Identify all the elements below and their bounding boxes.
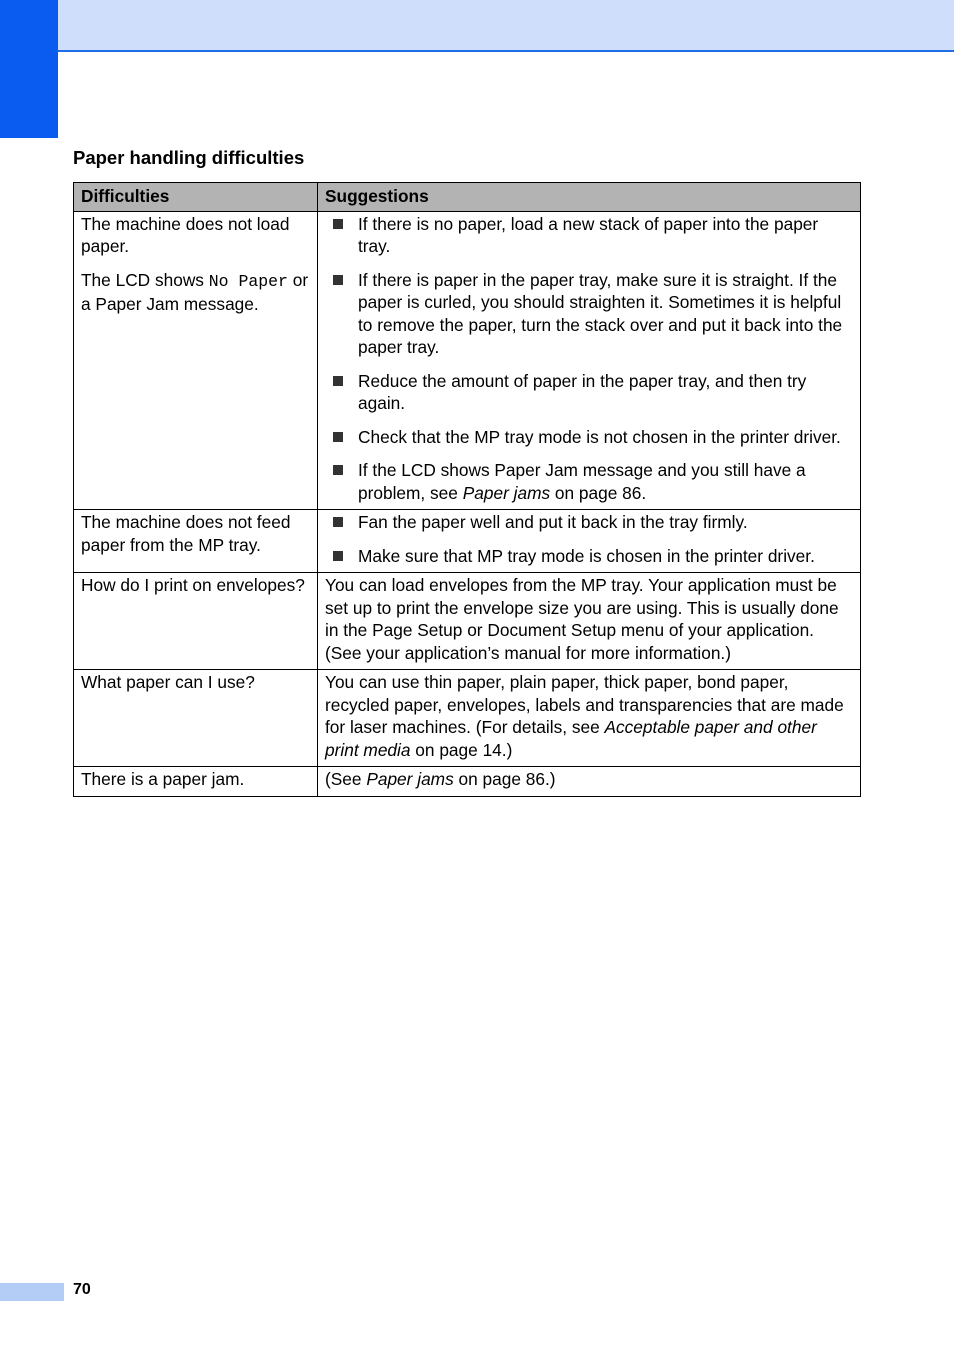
suggestion-text: Make sure that MP tray mode is chosen in the printer driver. bbox=[358, 545, 815, 566]
difficulty-cell: The machine does not feed paper from the MP tray. bbox=[74, 510, 318, 573]
table-row bbox=[74, 767, 861, 797]
section-heading: Paper handling difficulties bbox=[73, 147, 305, 168]
suggestion-item bbox=[332, 370, 854, 415]
suggestion-text: If there is paper in the paper tray, make sure it is straight. If the paper is curled, you should straighten it. Sometimes it is helpful to remove the paper, turn the stack over and put it back into the paper tray. bbox=[358, 269, 843, 357]
suggestion-item bbox=[332, 269, 854, 359]
chapter-tab bbox=[0, 0, 58, 138]
troubleshooting-table bbox=[73, 182, 861, 797]
suggestion-list bbox=[325, 511, 854, 567]
suggestion-text: You can use thin paper, plain paper, thick paper, bond paper, recycled paper, envelopes, labels and transparencies that are made for laser machines. (For details, see bbox=[325, 672, 844, 737]
difficulty-text-lcd bbox=[81, 269, 311, 316]
table-header-row bbox=[74, 183, 861, 212]
square-bullet-icon bbox=[333, 219, 343, 229]
cross-reference-link[interactable]: Acceptable paper and other print media bbox=[325, 717, 817, 760]
suggestion-item bbox=[332, 426, 854, 449]
suggestion-cell bbox=[318, 670, 861, 767]
cross-reference-link[interactable]: Paper jams bbox=[366, 769, 454, 789]
page-number-tab bbox=[0, 1283, 64, 1301]
table-row bbox=[74, 211, 861, 510]
square-bullet-icon bbox=[333, 432, 343, 442]
suggestion-item bbox=[332, 545, 854, 568]
suggestion-cell: You can load envelopes from the MP tray. Your application must be set up to print the envelope size you are using. This is usually done in the Page Setup or Document Setup menu of your application. (See your application’s manual for more information.) bbox=[318, 573, 861, 670]
suggestion-text: (See bbox=[325, 769, 367, 789]
suggestion-text: If the LCD shows Paper Jam message and you still have a problem, see bbox=[358, 460, 806, 503]
table-row bbox=[74, 670, 861, 767]
difficulty-text: The machine does not load paper. bbox=[81, 213, 290, 256]
difficulty-cell bbox=[74, 211, 318, 510]
difficulty-cell: There is a paper jam. bbox=[74, 767, 318, 797]
square-bullet-icon bbox=[333, 275, 343, 285]
suggestion-item bbox=[332, 511, 854, 534]
suggestion-text: Check that the MP tray mode is not chosen in the printer driver. bbox=[358, 426, 841, 447]
cross-reference-link[interactable]: Paper jams bbox=[462, 482, 551, 503]
square-bullet-icon bbox=[333, 551, 343, 561]
header-suggestions: Suggestions bbox=[318, 183, 861, 212]
lcd-suffix: or a Paper Jam message. bbox=[81, 269, 309, 314]
suggestion-text: on page 14.) bbox=[410, 739, 513, 760]
square-bullet-icon bbox=[333, 517, 343, 527]
suggestion-cell bbox=[318, 767, 861, 797]
suggestion-list bbox=[325, 213, 854, 505]
suggestion-text: on page 86.) bbox=[453, 769, 556, 789]
lcd-message: No Paper bbox=[208, 271, 288, 291]
table-row bbox=[74, 573, 861, 670]
difficulty-cell: How do I print on envelopes? bbox=[74, 573, 318, 670]
page-number: 70 bbox=[73, 1281, 91, 1298]
suggestion-item bbox=[332, 459, 854, 504]
lcd-prefix: The LCD shows bbox=[81, 269, 209, 290]
difficulty-cell: What paper can I use? bbox=[74, 670, 318, 767]
suggestion-cell bbox=[318, 510, 861, 573]
square-bullet-icon bbox=[333, 376, 343, 386]
header-band bbox=[0, 0, 954, 52]
suggestion-text: Reduce the amount of paper in the paper tray, and then try again. bbox=[358, 370, 807, 413]
header-difficulties: Difficulties bbox=[74, 183, 318, 212]
suggestion-item bbox=[332, 213, 854, 258]
table-row bbox=[74, 510, 861, 573]
suggestion-text: If there is no paper, load a new stack of paper into the paper tray. bbox=[358, 213, 819, 256]
square-bullet-icon bbox=[333, 465, 343, 475]
suggestion-text: on page 86. bbox=[550, 482, 647, 503]
suggestion-text: Fan the paper well and put it back in the tray firmly. bbox=[358, 512, 748, 532]
suggestion-cell bbox=[318, 211, 861, 510]
